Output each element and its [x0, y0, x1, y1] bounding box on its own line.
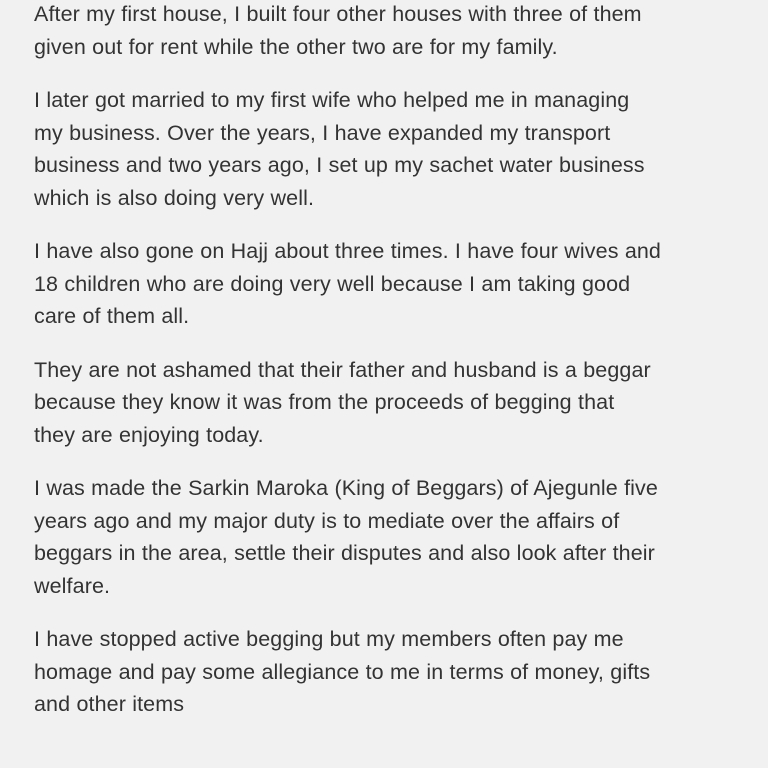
paragraph-line: I have stopped active begging but my members often pay me — [34, 627, 624, 651]
paragraph-line: I was made the Sarkin Maroka (King of Beggars) of Ajegunle five — [34, 476, 658, 500]
paragraph-line: which is also doing very well. — [34, 185, 315, 210]
paragraph-line: homage and pay some allegiance to me in terms of money, gifts — [34, 659, 651, 684]
paragraph-marriage-business — [34, 84, 744, 214]
paragraph-line: I have also gone on Hajj about three times. I have four wives and — [34, 239, 661, 263]
paragraph-line: because they know it was from the proceeds of begging that — [34, 390, 615, 414]
paragraph-hajj-family — [34, 235, 744, 333]
paragraph-line: 18 children who are doing very well because I am taking good — [34, 271, 631, 296]
article-body — [34, 0, 744, 742]
paragraph-line: I later got married to my first wife who helped me in managing — [34, 88, 630, 112]
paragraph-sarkin-maroka — [34, 472, 744, 602]
paragraph-line: beggars in the area, settle their disputes and also look after their — [34, 541, 655, 565]
paragraph-line: and other items — [34, 692, 185, 716]
paragraph-line: given out for rent while the other two are for my family. — [34, 34, 558, 59]
paragraph-line: care of them all. — [34, 304, 190, 328]
paragraph-line: years ago and my major duty is to mediate over the affairs of — [34, 508, 620, 533]
paragraph-line: After my first house, I built four other houses with three of them — [34, 2, 642, 26]
paragraph-houses — [34, 0, 744, 63]
paragraph-line: They are not ashamed that their father and husband is a beggar — [34, 357, 651, 382]
paragraph-line: they are enjoying today. — [34, 422, 264, 447]
paragraph-not-ashamed — [34, 354, 744, 452]
paragraph-line: business and two years ago, I set up my sachet water business — [34, 153, 645, 177]
paragraph-line: my business. Over the years, I have expanded my transport — [34, 120, 611, 145]
paragraph-line: welfare. — [34, 573, 111, 598]
paragraph-stopped-begging — [34, 623, 744, 721]
